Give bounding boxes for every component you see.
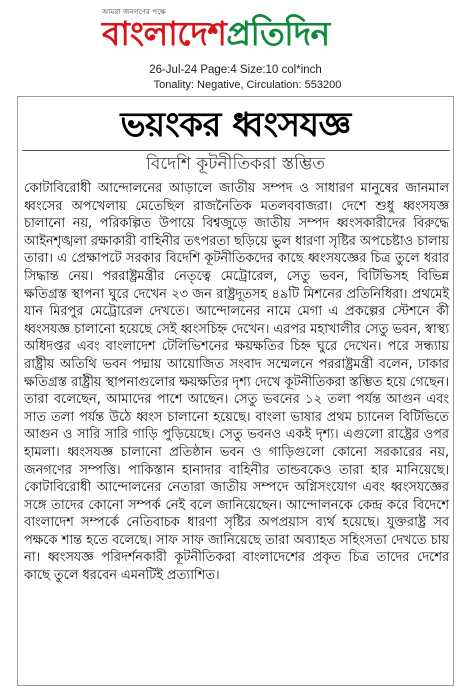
newspaper-masthead bbox=[0, 0, 471, 62]
article-headline: ভয়ংকর ধ্বংসযজ্ঞ bbox=[120, 105, 351, 145]
article-subhead: বিদেশি কূটনীতিকরা স্তম্ভিত bbox=[145, 154, 326, 174]
masthead-tagline: আমরা জনগণের পক্ষে bbox=[102, 8, 166, 16]
headline-divider bbox=[22, 150, 450, 151]
clip-meta-date-page: 26-Jul-24 Page:4 Size:10 col*inch bbox=[149, 64, 322, 76]
logo-part-bangladesh: বাংলাদেশ bbox=[102, 14, 227, 53]
article-body: কোটাবিরোধী আন্দোলনের আড়ালে জাতীয় সম্পদ ও সাধারণ মানুষের জানমাল ধ্বংসের অপখেলায় মেতেছিল রাজনৈতিক মতলববাজরা। দেশে শুধু ধ্বংসযজ্ঞ চালানো নয়, পরিকল্পিত উপায়ে বিশ্বজুড়ে জাতীয় সম্পদ ধ্বংসকারীদের বিরুদ্ধে আইনশৃঙ্খলা রক্ষাকারী বাহিনীর তৎপরতা ছড়িয়ে ভুল ধারণা সৃষ্টির অপচেষ্টাও চালায় তারা। এ প্রেক্ষাপটে সরকার বিদেশি কূটনীতিকদের কাছে ধ্বংসযজ্ঞের চিত্র তুলে ধরার সিদ্ধান্ত নেয়। পররাষ্ট্রমন্ত্রীর নেতৃত্বে মেট্রোরেল, সেতু ভবন, বিটিভিসহ বিভিন্ন ক্ষতিগ্রস্ত স্থাপনা ঘুরে দেখেন ২৩ জন রাষ্ট্রদূতসহ ৪৯টি মিশনের প্রতিনিধিরা। প্রথমেই যান মিরপুর মেট্রোরেল দেখতে। আন্দোলনের নামে মেগা এ প্রকল্পের স্টেশনে কী ধ্বংসযজ্ঞ চালানো হয়েছে সেই ধ্বংসচিহ্ন দেখেন। এরপর মহাখালীর সেতু ভবন, স্বাস্থ্য অধিদপ্তর এবং বাংলাদেশ টেলিভিশনের ক্ষয়ক্ষতির চিহ্ন ঘুরে দেখেন। পরে সন্ধ্যায় রাষ্ট্রীয় অতিথি ভবন পদ্মায় আয়োজিত সংবাদ সম্মেলনে পররাষ্ট্রমন্ত্রী বলেন, ঢাকার ক্ষতিগ্রস্ত রাষ্ট্রীয় স্থাপনাগুলোর ক্ষয়ক্ষতির দৃশ্য দেখে কূটনীতিকরা স্তম্ভিত হয়ে গেছেন। তারা বলেছেন, আমাদের পাশে আছেন। সেতু ভবনের ১২ তলা পর্যন্ত আগুন এবং সাত তলা পর্যন্ত উঠে ধ্বংস চালানো হয়েছে। বাংলা ভাষার প্রথম চ্যানেল বিটিভিতে আগুন ও সারি সারি গাড়ি পুড়িয়েছে। সেতু ভবনও একই দৃশ্য। এগুলো রাষ্ট্রের ওপর হামলা। ধ্বংসযজ্ঞ চালানো প্রতিষ্ঠান ভবন ও গাড়িগুলো কোনো সরকারের নয়, জনগণের সম্পত্তি। পাকিস্তান হানাদার বাহিনীর তান্ডবকেও তারা হার মানিয়েছে। কোটাবিরোধী আন্দোলনের নেতারা জাতীয় সম্পদে অগ্নিসংযোগ এবং ধ্বংসযজ্ঞের সঙ্গে তাদের কোনো সম্পর্ক নেই বলে জানিয়েছেন। আন্দোলনকে কেন্দ্র করে বিদেশে বাংলাদেশ সম্পর্কে নেতিবাচক ধারণা সৃষ্টির অপপ্রয়াস ব্যর্থ হয়েছে। যুক্তরাষ্ট্র সব পক্ষকে শান্ত হতে বলেছে। সাফ সাফ জানিয়েছে তারা অব্যাহত সহিংসতা দেখতে চায় না। ধ্বংসযজ্ঞ পরিদর্শনকারী কূটনীতিকরা বাংলাদেশের প্রকৃত চিত্র তাদের দেশের কাছে তুলে ধরবেন এমনটিই প্রত্যাশিত। bbox=[24, 181, 449, 584]
logo-part-protidin: প্রতিদিন bbox=[226, 14, 330, 53]
newspaper-logo bbox=[102, 14, 330, 54]
clip-meta-tonality: Tonality: Negative, Circulation: 553200 bbox=[153, 79, 342, 91]
